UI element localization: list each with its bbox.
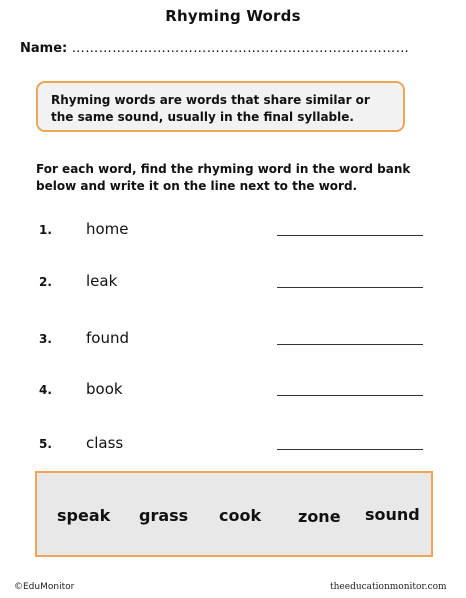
name-row [20, 41, 440, 56]
name-colon: : [62, 41, 68, 56]
footer-copyright: ©EduMonitor [14, 582, 75, 592]
item-word: found [86, 329, 129, 347]
answer-line[interactable] [277, 344, 423, 345]
item-word: book [86, 380, 123, 398]
item-number: 4. [39, 383, 52, 397]
list-item [39, 380, 429, 400]
answer-line[interactable] [277, 395, 423, 396]
item-number: 5. [39, 437, 52, 451]
footer-website[interactable]: theeducationmonitor.com [330, 582, 447, 592]
word-bank-item: speak [57, 506, 111, 525]
name-label: Name [20, 41, 63, 56]
item-word: class [86, 434, 124, 452]
word-bank [35, 471, 433, 557]
instructions: For each word, find the rhyming word in the word bank below and write it on the line next to the word. [36, 162, 411, 193]
definition-box [36, 81, 405, 132]
word-bank-item: zone [298, 507, 341, 526]
word-bank-item: cook [219, 506, 262, 525]
worksheet-title: Rhyming Words [165, 7, 301, 25]
item-word: home [86, 220, 129, 238]
item-number: 3. [39, 332, 52, 346]
answer-line[interactable] [277, 449, 423, 450]
name-line[interactable]: ………………………………………………………………… [71, 41, 410, 56]
item-word: leak [86, 272, 118, 290]
item-number: 2. [39, 275, 52, 289]
list-item [39, 220, 429, 240]
item-number: 1. [39, 223, 52, 237]
word-bank-item: sound [365, 505, 420, 524]
definition-text: Rhyming words are words that share similar or the same sound, usually in the final syllable. [51, 93, 370, 124]
list-item [39, 329, 429, 349]
answer-line[interactable] [277, 287, 423, 288]
list-item [39, 434, 429, 454]
answer-line[interactable] [277, 235, 423, 236]
word-bank-item: grass [139, 506, 189, 525]
list-item [39, 272, 429, 292]
